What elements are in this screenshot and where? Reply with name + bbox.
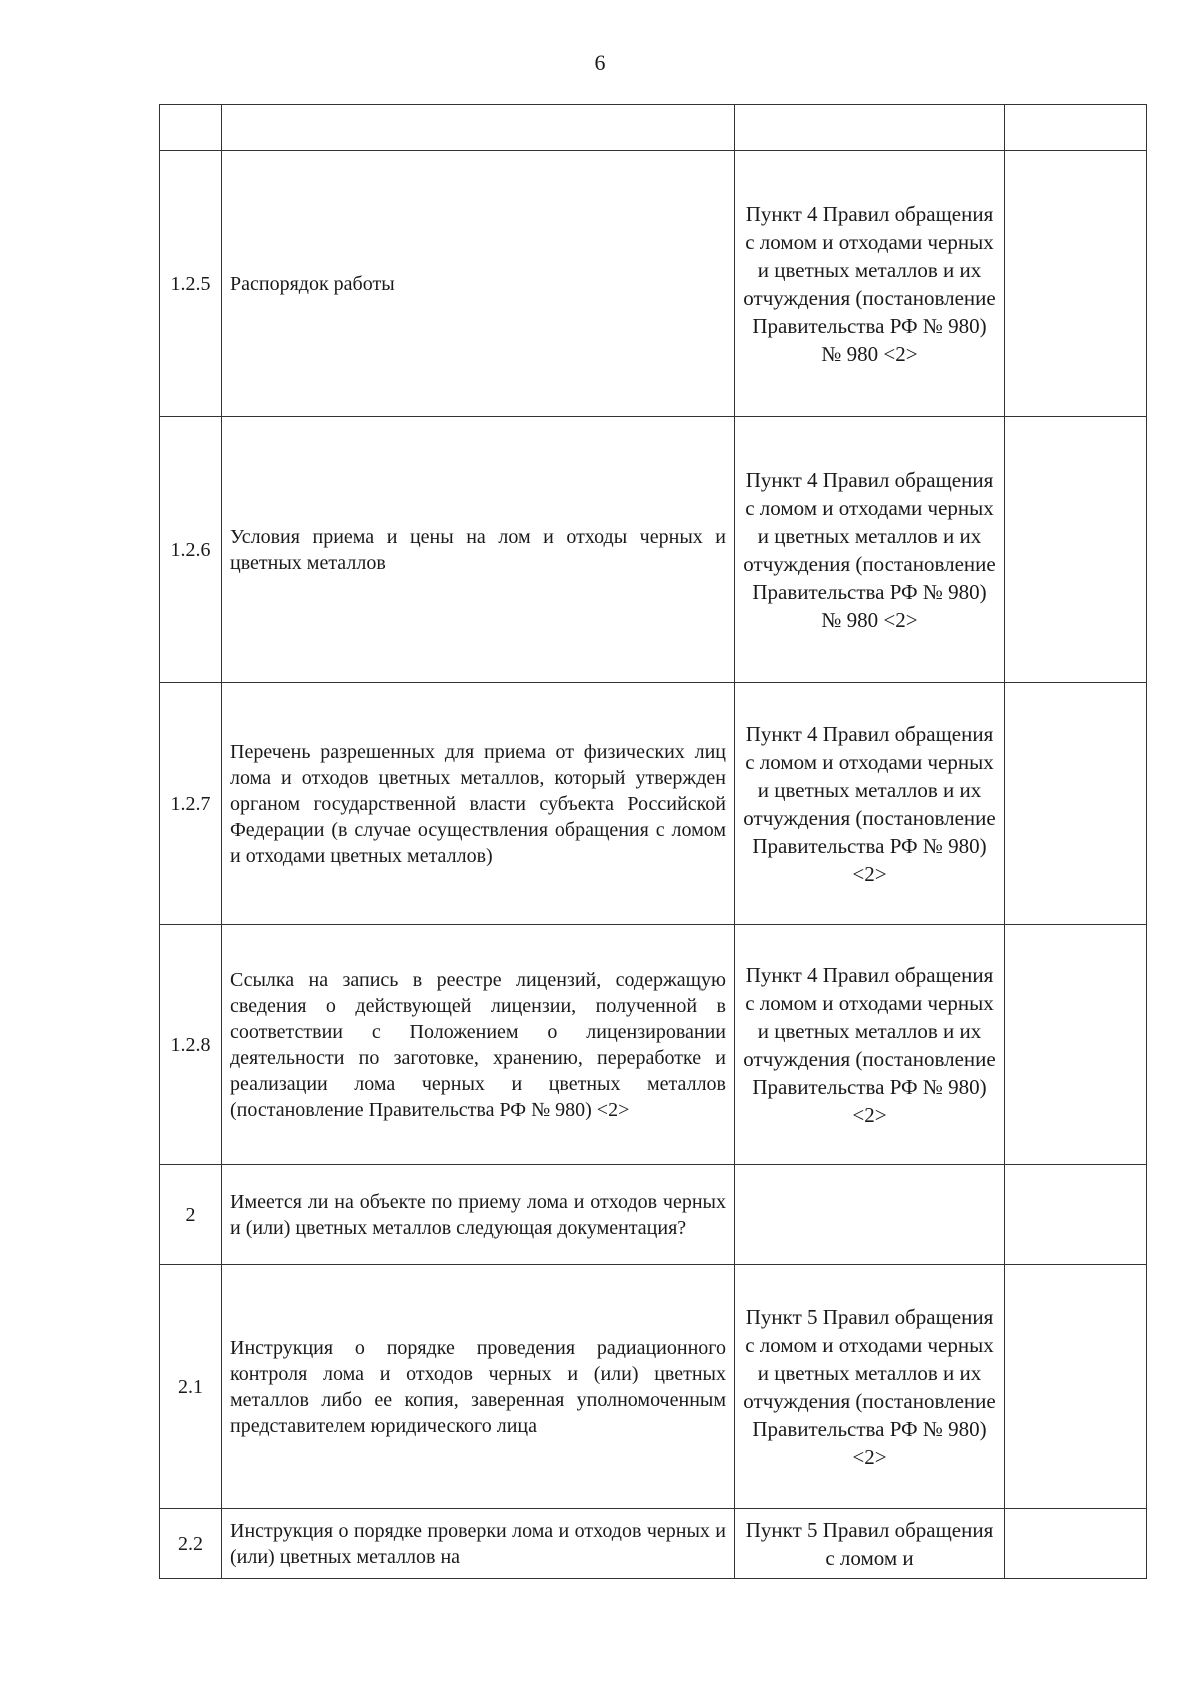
item-number <box>160 105 222 151</box>
table-row <box>160 151 1147 417</box>
question-text: Инструкция о порядке проведения радиационного контроля лома и отходов черных и (или) цветных металлов либо ее копия, заверенная уполномоченным представителем юридического лица <box>222 1265 735 1509</box>
question-text: Перечень разрешенных для приема от физических лиц лома и отходов цветных металлов, который утвержден органом государственной власти субъекта Российской Федерации (в случае осуществления обращения с ломом и отходами цветных металлов) <box>222 683 735 925</box>
table-row <box>160 1265 1147 1509</box>
table-row <box>160 105 1147 151</box>
note-cell <box>1005 925 1147 1165</box>
table-row <box>160 1165 1147 1265</box>
page-number: 6 <box>594 50 606 75</box>
question-text: Распорядок работы <box>222 151 735 417</box>
question-text: Имеется ли на объекте по приему лома и отходов черных и (или) цветных металлов следующая документация? <box>222 1165 735 1265</box>
table-row <box>160 683 1147 925</box>
note-cell <box>1005 683 1147 925</box>
legal-basis: Пункт 4 Правил обращения с ломом и отходами черных и цветных металлов и их отчуждения (постановление Правительства РФ № 980) № 980 <2> <box>735 151 1005 417</box>
note-cell <box>1005 1265 1147 1509</box>
legal-basis <box>735 105 1005 151</box>
item-number: 2.2 <box>160 1509 222 1579</box>
question-text: Инструкция о порядке проверки лома и отходов черных и (или) цветных металлов на <box>222 1509 735 1579</box>
item-number: 1.2.7 <box>160 683 222 925</box>
legal-basis: Пункт 4 Правил обращения с ломом и отходами черных и цветных металлов и их отчуждения (постановление Правительства РФ № 980) № 980 <2> <box>735 417 1005 683</box>
question-text: Условия приема и цены на лом и отходы черных и цветных металлов <box>222 417 735 683</box>
legal-basis: Пункт 5 Правил обращения с ломом и отходами черных и цветных металлов и их отчуждения (постановление Правительства РФ № 980) <2> <box>735 1265 1005 1509</box>
item-number: 2 <box>160 1165 222 1265</box>
legal-basis: Пункт 4 Правил обращения с ломом и отходами черных и цветных металлов и их отчуждения (постановление Правительства РФ № 980) <2> <box>735 925 1005 1165</box>
legal-basis: Пункт 5 Правил обращения с ломом и <box>735 1509 1005 1579</box>
item-number: 1.2.6 <box>160 417 222 683</box>
legal-basis <box>735 1165 1005 1265</box>
note-cell <box>1005 105 1147 151</box>
question-text: Ссылка на запись в реестре лицензий, содержащую сведения о действующей лицензии, полученной в соответствии с Положением о лицензировании деятельности по заготовке, хранению, переработке и реализации лома черных и цветных металлов (постановление Правительства РФ № 980) <2> <box>222 925 735 1165</box>
table-row <box>160 925 1147 1165</box>
item-number: 2.1 <box>160 1265 222 1509</box>
item-number: 1.2.8 <box>160 925 222 1165</box>
question-text <box>222 105 735 151</box>
checklist-table <box>159 104 1147 1579</box>
note-cell <box>1005 1509 1147 1579</box>
table-row <box>160 417 1147 683</box>
note-cell <box>1005 151 1147 417</box>
item-number: 1.2.5 <box>160 151 222 417</box>
note-cell <box>1005 1165 1147 1265</box>
table-row <box>160 1509 1147 1579</box>
legal-basis: Пункт 4 Правил обращения с ломом и отходами черных и цветных металлов и их отчуждения (постановление Правительства РФ № 980) <2> <box>735 683 1005 925</box>
note-cell <box>1005 417 1147 683</box>
